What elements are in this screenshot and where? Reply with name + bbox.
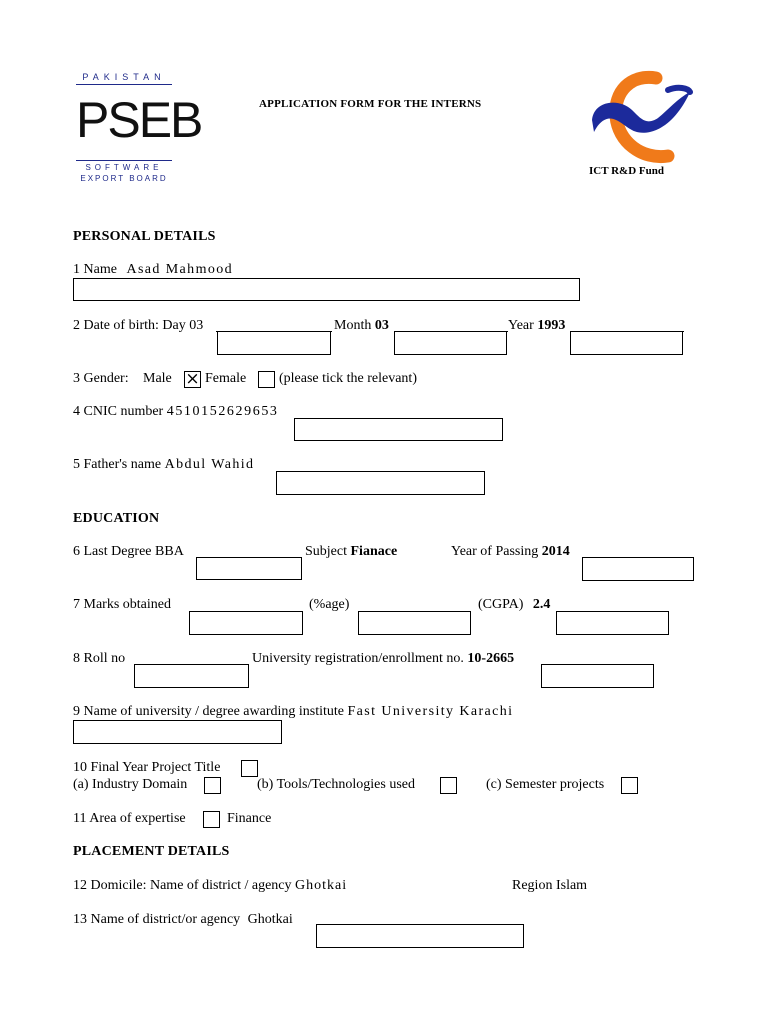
percentage-field[interactable] (358, 611, 471, 635)
region-value: Islam (555, 878, 588, 893)
pseb-logo (76, 72, 202, 188)
domicile-row (73, 878, 347, 894)
passing-year-field[interactable] (582, 557, 694, 581)
expertise-checkbox[interactable] (203, 811, 220, 828)
regno-field[interactable] (541, 664, 654, 688)
cgpa-group (478, 597, 550, 613)
cnic-row (73, 404, 279, 420)
cgpa-field[interactable] (556, 611, 669, 635)
section-heading-personal: PERSONAL DETAILS (73, 229, 216, 244)
dob-month-value: 03 (374, 318, 389, 333)
percentage-label: (%age) (309, 597, 350, 612)
dob-month-field[interactable] (394, 331, 507, 355)
regno-group (252, 651, 514, 667)
subject-value: Fianace (350, 544, 398, 559)
pseb-logo-top-rule (76, 84, 172, 85)
passing-group (451, 544, 570, 560)
gender-female-checkbox[interactable] (258, 371, 275, 388)
regno-label: University registration/enrollment no. (252, 651, 464, 666)
gender-male-label: Male (143, 371, 172, 386)
cnic-field[interactable] (294, 418, 503, 441)
dob-day-value: 03 (189, 318, 204, 333)
pseb-logo-bottom-rule (76, 160, 172, 161)
fyp-label: 10 Final Year Project Title (73, 760, 221, 775)
fyp-semester-checkbox[interactable] (621, 777, 638, 794)
subject-label: Subject (305, 544, 347, 559)
passing-value: 2014 (541, 544, 570, 559)
district-label: 13 Name of district/or agency (73, 912, 241, 927)
dob-year-field[interactable] (570, 331, 683, 355)
father-row (73, 457, 254, 473)
region-label: Region (512, 878, 553, 893)
domicile-value: Ghotkai (295, 878, 348, 893)
degree-value: BBA (155, 544, 184, 559)
district-value: Ghotkai (247, 912, 293, 927)
cnic-value: 4510152629653 (166, 404, 279, 419)
gender-note: (please tick the relevant) (279, 371, 417, 386)
university-value: Fast University Karachi (347, 704, 514, 719)
degree-row (73, 544, 184, 560)
pseb-logo-bottom-line2: EXPORT BOARD (80, 174, 168, 183)
regno-value: 10-2665 (467, 651, 515, 666)
section-heading-education: EDUCATION (73, 511, 160, 526)
fyp-tools-checkbox[interactable] (440, 777, 457, 794)
dob-month-group (334, 318, 389, 334)
cgpa-label: (CGPA) (478, 597, 524, 612)
cnic-label: 4 CNIC number (73, 404, 164, 419)
district-row (73, 912, 293, 928)
passing-label: Year of Passing (451, 544, 539, 559)
subject-group (305, 544, 397, 560)
gender-male-check-mark: × (185, 369, 200, 389)
gender-female-label: Female (205, 371, 247, 386)
dob-label: 2 Date of birth: Day (73, 318, 186, 333)
expertise-value: Finance (227, 811, 272, 826)
dob-year-value: 1993 (537, 318, 566, 333)
name-field[interactable] (73, 278, 580, 301)
dob-day-field[interactable] (217, 331, 331, 355)
expertise-label: 11 Area of expertise (73, 811, 186, 826)
fyp-semester-label: (c) Semester projects (486, 777, 605, 792)
dob-month-label: Month (334, 318, 372, 333)
name-label-text: 1 Name (73, 262, 117, 277)
gender-male-checkbox[interactable] (184, 371, 201, 388)
name-label (73, 262, 233, 278)
fyp-industry-checkbox[interactable] (204, 777, 221, 794)
degree-field[interactable] (196, 557, 302, 580)
university-field[interactable] (73, 720, 282, 744)
dob-row (73, 318, 203, 334)
ict-rnd-fund-logo-icon (586, 70, 696, 170)
form-title: APPLICATION FORM FOR THE INTERNS (259, 98, 482, 110)
region-row (512, 878, 587, 894)
dob-year-group (508, 318, 565, 334)
father-value: Abdul Wahid (164, 457, 255, 472)
gender-label: 3 Gender: (73, 371, 129, 386)
district-field[interactable] (316, 924, 524, 948)
father-label: 5 Father's name (73, 457, 162, 472)
fyp-tools-label: (b) Tools/Technologies used (257, 777, 415, 792)
pseb-logo-main-text: PSEB (76, 92, 202, 148)
pseb-logo-bottom-line1: SOFTWARE (85, 163, 163, 172)
pseb-logo-top-text: PAKISTAN (82, 72, 166, 82)
roll-label: 8 Roll no (73, 651, 126, 666)
section-heading-placement: PLACEMENT DETAILS (73, 844, 230, 859)
dob-year-label: Year (508, 318, 534, 333)
father-name-field[interactable] (276, 471, 485, 495)
university-label: 9 Name of university / degree awarding institute (73, 704, 344, 719)
degree-label: 6 Last Degree (73, 544, 152, 559)
name-value: Asad Mahmood (126, 262, 234, 277)
marks-label: 7 Marks obtained (73, 597, 171, 612)
fyp-industry-label: (a) Industry Domain (73, 777, 188, 792)
marks-field[interactable] (189, 611, 303, 635)
cgpa-value: 2.4 (532, 597, 551, 612)
ict-rnd-fund-caption: ICT R&D Fund (589, 165, 664, 177)
roll-no-field[interactable] (134, 664, 249, 688)
domicile-label: 12 Domicile: Name of district / agency (73, 878, 292, 893)
fyp-title-checkbox[interactable] (241, 760, 258, 777)
university-row (73, 704, 513, 720)
